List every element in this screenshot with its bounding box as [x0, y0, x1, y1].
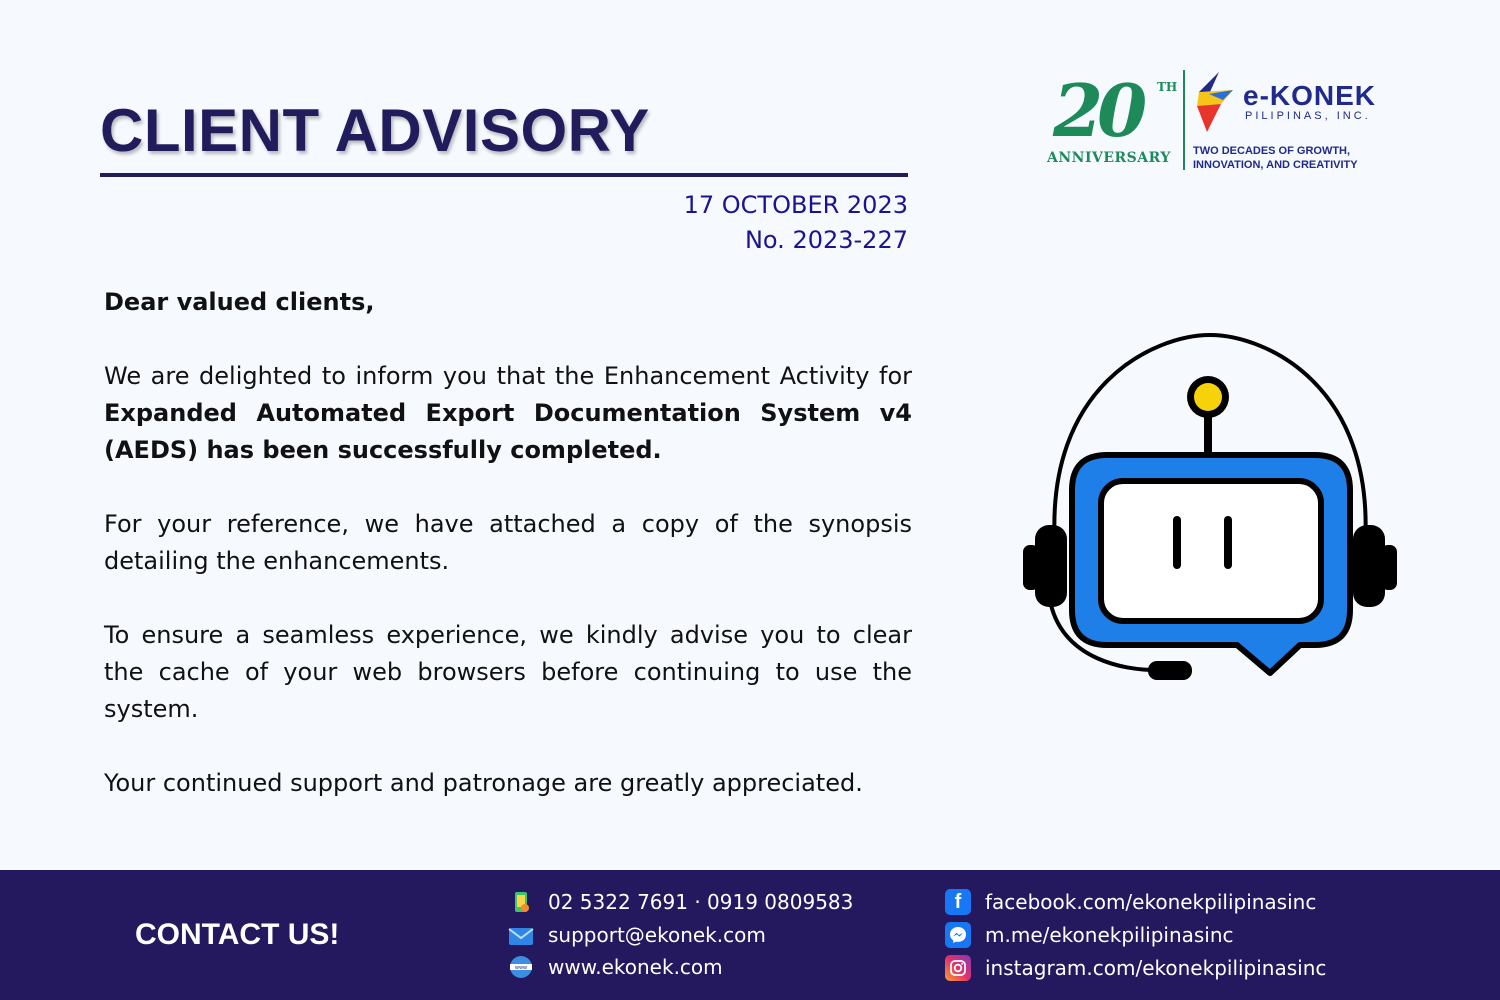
contact-messenger-text[interactable]: m.me/ekonekpilipinasinc — [985, 923, 1234, 947]
support-robot-icon — [1015, 325, 1405, 690]
messenger-icon — [945, 922, 971, 948]
contact-messenger[interactable] — [945, 920, 1234, 950]
globe-icon — [508, 954, 534, 980]
paragraph-cache: To ensure a seamless experience, we kindly advise you to clear the cache of your web browsers before continuing to use the system. — [104, 621, 912, 723]
paragraph-enhancement — [104, 358, 912, 469]
paragraph-enhancement-lead: We are delighted to inform you that the Enhancement Activity for — [104, 362, 912, 390]
page-title: CLIENT ADVISORY — [100, 97, 650, 164]
advisory-body — [104, 284, 912, 839]
advisory-number: No. 2023-227 — [744, 226, 908, 254]
brand-tagline: TWO DECADES OF GROWTH, INNOVATION, AND CREATIVITY — [1193, 145, 1358, 171]
advisory-date: 17 OCTOBER 2023 — [683, 191, 908, 219]
contact-website[interactable] — [508, 952, 723, 982]
paragraph-synopsis: For your reference, we have attached a copy of the synopsis detailing the enhancements. — [104, 510, 912, 575]
facebook-icon: f — [945, 889, 971, 915]
brand-subtitle: PILIPINAS, INC. — [1245, 110, 1371, 122]
email-icon — [508, 922, 534, 948]
greeting: Dear valued clients, — [104, 288, 375, 316]
anniversary-suffix: TH — [1157, 80, 1178, 94]
anniversary-word: ANNIVERSARY — [1047, 150, 1171, 166]
contact-website-text[interactable]: www.ekonek.com — [548, 955, 723, 979]
contact-instagram[interactable] — [945, 953, 1326, 983]
contact-footer — [0, 870, 1500, 1000]
contact-instagram-text[interactable]: instagram.com/ekonekpilipinasinc — [985, 956, 1327, 980]
ekonek-20th-logo — [1045, 68, 1405, 178]
contact-email-text[interactable]: support@ekonek.com — [548, 923, 766, 947]
paragraph-enhancement-bold: Expanded Automated Export Documentation System v4 (AEDS) has been successfully completed. — [104, 399, 912, 464]
advisory-meta — [684, 188, 908, 258]
contact-title: CONTACT US! — [135, 918, 340, 951]
svg-text:www: www — [514, 965, 528, 971]
contact-phone-text: 02 5322 7691 · 0919 0809583 — [548, 890, 854, 914]
brand-name: e-KONEK — [1243, 80, 1377, 111]
anniversary-number: 20 — [1053, 68, 1142, 153]
contact-email[interactable] — [508, 920, 766, 950]
phone-icon — [508, 889, 534, 915]
instagram-icon — [945, 955, 971, 981]
logo-divider — [1183, 70, 1185, 170]
contact-facebook-text[interactable]: facebook.com/ekonekpilipinasinc — [985, 890, 1317, 914]
title-underline — [100, 173, 908, 177]
ekonek-mark-icon — [1193, 70, 1239, 134]
contact-phone — [508, 887, 853, 917]
paragraph-thanks: Your continued support and patronage are greatly appreciated. — [104, 769, 863, 797]
contact-facebook[interactable] — [945, 887, 1316, 917]
